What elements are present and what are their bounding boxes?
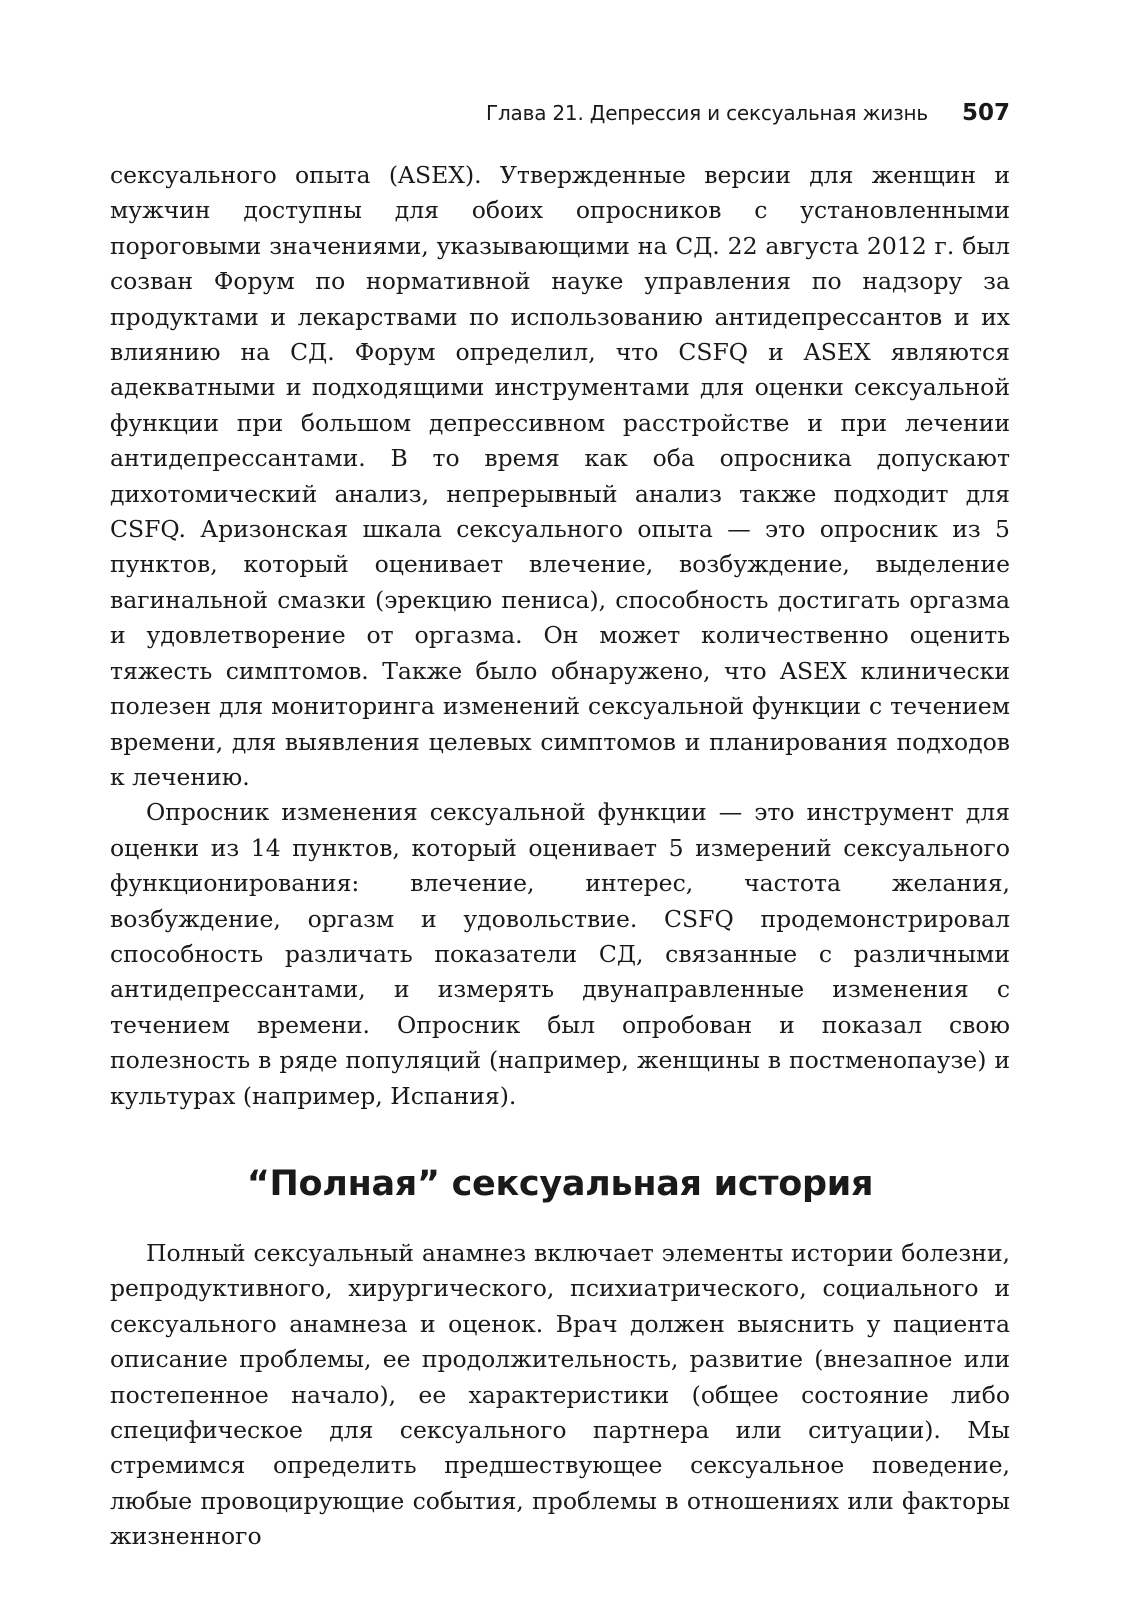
- chapter-title: Глава 21. Депрессия и сексуальная жизнь: [485, 101, 928, 125]
- paragraph-2: Опросник изменения сексуальной функции — это инструмент для оценки из 14 пунктов, который оценивает 5 измерений сексуального функционирования: влечение, интерес, частота желания, возбуждение, оргазм и удовольствие. CSFQ продемонстрировал способность различать показатели СД, связанные с различными антидепрессантами, и измерять двунаправленные изменения с течением времени. Опросник был опробован и показал свою полезность в ряде популяций (например, женщины в постменопаузе) и культурах (например, Испания).: [110, 798, 1010, 1110]
- paragraph-3: Полный сексуальный анамнез включает элементы истории болезни, репродуктивного, хирургического, психиатрического, социального и сексуального анамнеза и оценок. Врач должен выяснить у пациента описание проблемы, ее продолжительность, развитие (внезапное или постепенное начало), ее характеристики (общее состояние либо специфическое для сексуального партнера или ситуации). Мы стремимся определить предшествующее сексуальное поведение, любые провоцирующие события, проблемы в отношениях или факторы жизненного: [110, 1238, 1010, 1551]
- section-heading: “Полная” сексуальная история: [246, 1163, 874, 1204]
- body-text: [110, 158, 1010, 1555]
- running-head: [486, 100, 1010, 126]
- paragraph-1: сексуального опыта (ASEX). Утвержденные версии для женщин и мужчин доступны для обоих опросников с установленными пороговыми значениями, указывающими на СД. 22 августа 2012 г. был созван Форум по нормативной науке управления по надзору за продуктами и лекарствами по использованию антидепрессантов и их влиянию на СД. Форум определил, что CSFQ и ASEX являются адекватными и подходящими инструментами для оценки сексуальной функции при большом депрессивном расстройстве и при лечении антидепрессантами. В то время как оба опросника допускают дихотомический анализ, непрерывный анализ также подходит для CSFQ. Аризонская шкала сексуального опыта — это опросник из 5 пунктов, который оценивает влечение, возбуждение, выделение вагинальной смазки (эрекцию пениса), способность достигать оргазма и удовлетворение от оргазма. Он может количественно оценить тяжесть симптомов. Также было обнаружено, что ASEX клинически полезен для мониторинга изменений сексуальной функции с течением времени, для выявления целевых симптомов и планирования подходов к лечению.: [110, 161, 1010, 791]
- book-page: [110, 0, 1010, 1600]
- page-number: 507: [961, 100, 1010, 126]
